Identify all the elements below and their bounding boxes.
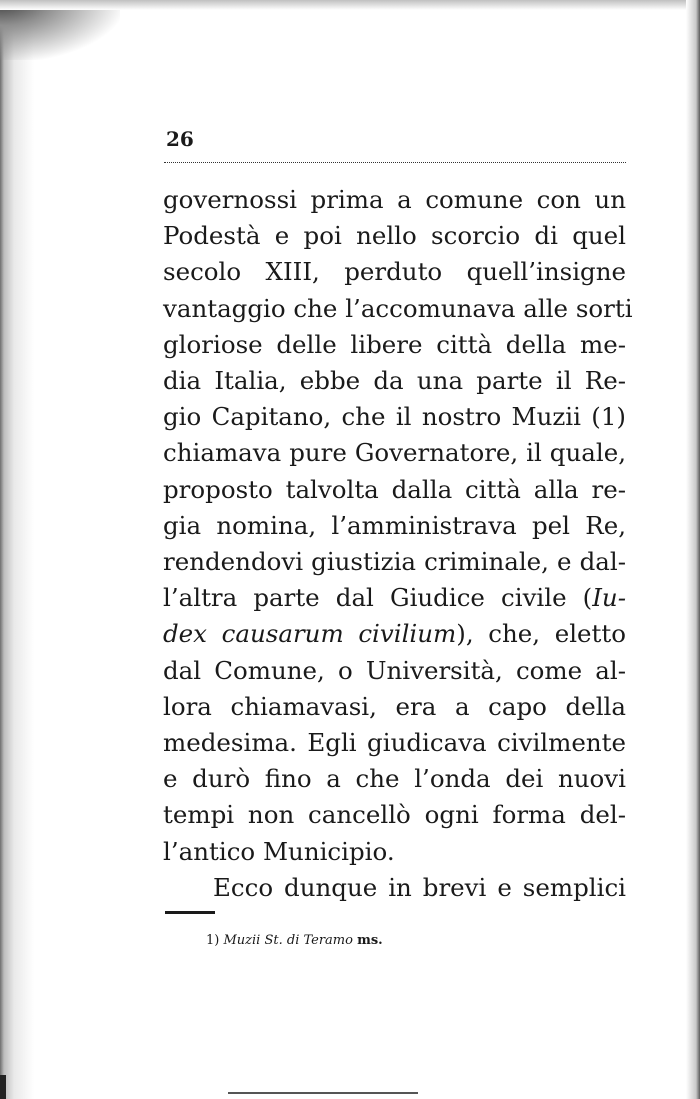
text-line: tempi non cancellò ogni forma del- bbox=[163, 800, 626, 830]
text-line: proposto talvolta dalla città alla re- bbox=[163, 474, 626, 504]
text-line: Podestà e poi nello scorcio di quel bbox=[163, 221, 626, 251]
text-line: vantaggio che l’accomunava alle sorti bbox=[163, 293, 633, 323]
text-line: dal Comune, o Università, come al- bbox=[163, 655, 626, 685]
footnote-rule bbox=[165, 911, 215, 914]
text-line: gloriose delle libere città della me- bbox=[163, 329, 626, 359]
page-number: 26 bbox=[166, 127, 194, 151]
text-line: dia Italia, ebbe da una parte il Re- bbox=[163, 366, 626, 396]
footnote-number: 1) bbox=[206, 933, 220, 948]
scan-edge-mark bbox=[0, 1075, 6, 1099]
footnote bbox=[206, 932, 383, 950]
text-segment: ), che, eletto bbox=[456, 619, 626, 649]
italic-segment: Iu- bbox=[592, 583, 626, 613]
scan-edge-right bbox=[686, 0, 700, 1099]
text-line: secolo XIII, perduto quell’insigne bbox=[163, 257, 626, 287]
text-line: e durò fino a che l’onda dei nuovi bbox=[163, 764, 626, 794]
footnote-work: St. di Teramo bbox=[264, 933, 353, 948]
text-segment: l’altra parte dal Giudice civile ( bbox=[163, 583, 593, 613]
text-line: governossi prima a comune con un bbox=[163, 185, 626, 214]
text-line: medesima. Egli giudicava civilmente bbox=[163, 728, 626, 758]
scan-edge-top bbox=[0, 0, 700, 10]
text-line: gio Capitano, che il nostro Muzii (1) bbox=[163, 402, 626, 432]
text-line: gia nomina, l’amministrava pel Re, bbox=[163, 510, 626, 540]
scan-bottom-line bbox=[228, 1092, 418, 1094]
text-line: chiamava pure Governatore, il quale, bbox=[163, 438, 626, 468]
text-line: Ecco dunque in brevi e semplici bbox=[213, 872, 626, 902]
footnote-author: Muzii bbox=[223, 933, 261, 948]
header-rule bbox=[164, 162, 626, 163]
text-line bbox=[163, 616, 626, 652]
text-line: l’antico Municipio. bbox=[163, 836, 395, 866]
text-line: lora chiamavasi, era a capo della bbox=[163, 691, 626, 721]
text-line bbox=[163, 580, 626, 616]
footnote-suffix: ms. bbox=[357, 933, 383, 948]
scan-edge-left bbox=[0, 0, 34, 1099]
body-text bbox=[163, 182, 633, 906]
italic-segment: dex causarum civilium bbox=[163, 619, 457, 649]
text-line: rendendovi giustizia criminale, e dal- bbox=[163, 547, 626, 577]
